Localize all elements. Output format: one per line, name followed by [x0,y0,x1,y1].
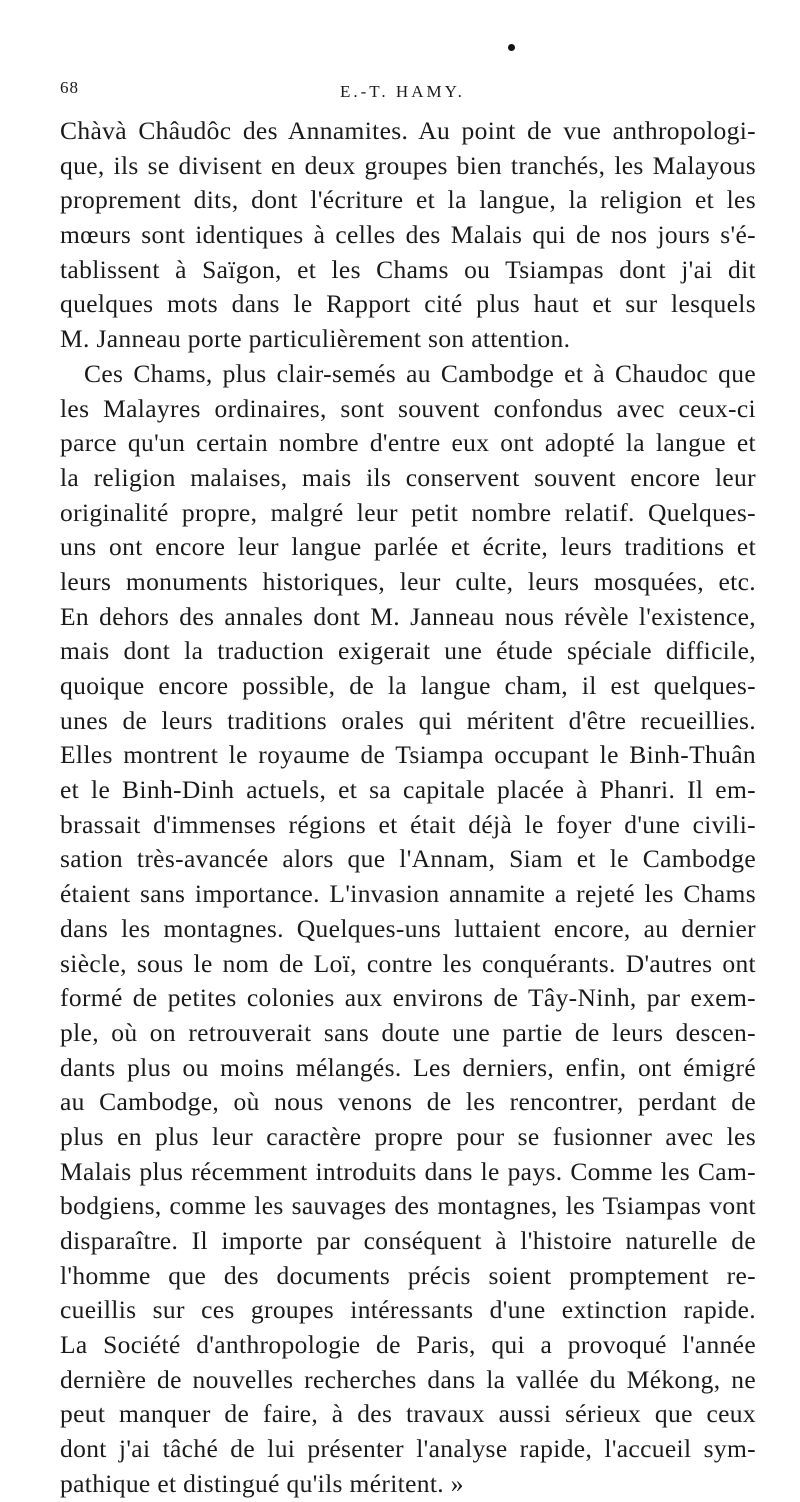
text-line: siècle, sous le nom de Loï, contre les conquérants. D'autres ont [60,948,756,978]
text-line: quoique encore possible, de la langue cham, il est quelques- [60,671,756,700]
text-line: tablissent à Saïgon, et les Chams ou Tsiampas dont j'ai dit [60,254,756,284]
text-line: dont j'ai tâché de lui présenter l'analyse rapide, l'accueil sym- [60,1434,756,1464]
text-line: proprement dits, dont l'écriture et la langue, la religion et les [60,185,756,215]
text-line: la religion malaises, mais ils conservent souvent encore leur [60,462,756,492]
text-line: Chàvà Châudôc des Annamites. Au point de vue anthropologi- [60,116,756,145]
text-line: étaient sans importance. L'invasion annamite a rejeté les Chams [60,879,756,909]
text-line: et le Binh-Dinh actuels, et sa capitale placée à Phanri. Il em- [60,775,756,805]
body-text [60,114,756,1502]
text-line: sation très-avancée alors que l'Annam, Siam et le Cambodge [60,844,756,874]
text-line: leurs monuments historiques, leur culte, leurs mosquées, etc. [60,566,756,596]
text-line: M. Janneau porte particulièrement son attention. [60,324,571,354]
text-line: En dehors des annales dont M. Janneau nous révèle l'existence, [60,601,756,631]
text-line: Ces Chams, plus clair-semés au Cambodge et à Chaudoc que [84,358,756,388]
text-line: mœurs sont identiques à celles des Malais qui de nos jours s'é- [60,220,756,250]
text-line: pathique et distingué qu'ils méritent. » [60,1468,464,1498]
text-line: quelques mots dans le Rapport cité plus haut et sur lesquels [60,289,756,319]
ink-speck [508,44,515,51]
text-line: ple, où on retrouverait sans doute une partie de leurs descen- [60,1017,756,1047]
page-header [60,78,754,108]
text-line: unes de leurs traditions orales qui méritent d'être recueillies. [60,705,756,735]
text-line: les Malayres ordinaires, sont souvent confondus avec ceux-ci [60,393,756,423]
text-line: plus en plus leur caractère propre pour se fusionner avec les [60,1121,756,1151]
text-line: dants plus ou moins mélangés. Les derniers, enfin, ont émigré [60,1052,756,1082]
page-number: 68 [60,78,79,97]
text-line: dernière de nouvelles recherches dans la vallée du Mékong, ne [60,1364,756,1394]
text-line: originalité propre, malgré leur petit nombre relatif. Quelques- [60,497,756,527]
text-line: parce qu'un certain nombre d'entre eux ont adopté la langue et [60,428,756,458]
text-line: au Cambodge, où nous venons de les rencontrer, perdant de [60,1087,756,1117]
text-line: mais dont la traduction exigerait une étude spéciale difficile, [60,636,756,666]
text-line: cueillis sur ces groupes intéressants d'une extinction rapide. [60,1295,756,1325]
text-line: dans les montagnes. Quelques-uns luttaient encore, au dernier [60,913,756,943]
text-line: Elles montrent le royaume de Tsiampa occupant le Binh-Thuân [60,740,756,770]
text-line: bodgiens, comme les sauvages des montagnes, les Tsiampas vont [60,1191,756,1221]
text-line: l'homme que des documents précis soient promptement re- [60,1260,756,1290]
running-head: E.-T. HAMY. [340,82,465,101]
text-line: Malais plus récemment introduits dans le pays. Comme les Cam- [60,1156,756,1186]
text-line: uns ont encore leur langue parlée et écrite, leurs traditions et [60,532,756,562]
text-line: disparaître. Il importe par conséquent à l'histoire naturelle de [60,1226,756,1255]
text-line: peut manquer de faire, à des travaux aussi sérieux que ceux [60,1399,756,1429]
text-line: formé de petites colonies aux environs de Tây-Ninh, par exem- [60,983,756,1013]
text-line: brassait d'immenses régions et était déjà le foyer d'une civili- [60,809,756,839]
text-line: La Société d'anthropologie de Paris, qui a provoqué l'année [60,1330,756,1360]
text-line: que, ils se divisent en deux groupes bien tranchés, les Malayous [60,150,756,180]
